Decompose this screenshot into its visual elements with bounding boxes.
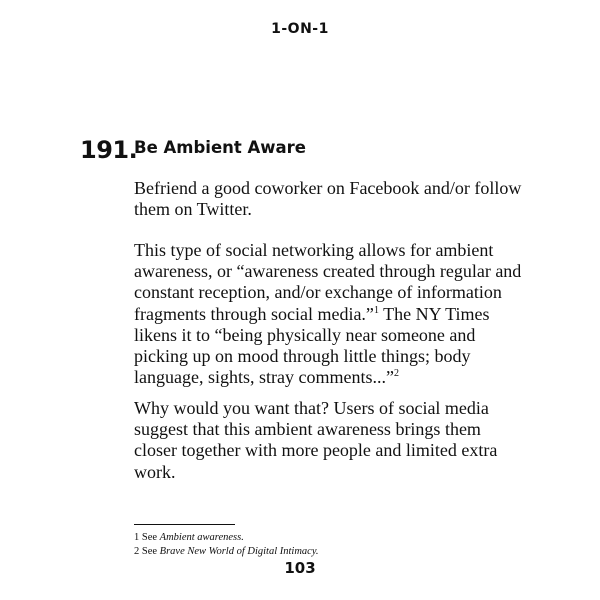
paragraph-3: Why would you want that? Users of social media suggest that this ambient awareness brings them closer together with more people and limited extra work.: [134, 398, 498, 482]
entry-number: 191.: [80, 136, 138, 164]
running-head: 1-ON-1: [271, 21, 329, 37]
footnote-divider: [134, 524, 235, 525]
entry-title: Be Ambient Aware: [134, 138, 306, 157]
paragraph-1: Befriend a good coworker on Facebook and/or follow them on Twitter.: [134, 178, 522, 220]
footnote-1-title: Ambient awareness.: [159, 532, 244, 543]
paragraph-2-text-b: The NY Times likens it to “being physically near someone and picking up on mood through little things; body language, sights, stray comments...”: [134, 303, 490, 388]
page-number: 103: [284, 559, 316, 577]
footnote-1: [134, 531, 244, 544]
footnote-2-title: Brave New World of Digital Intimacy.: [159, 546, 319, 557]
footnote-1-prefix: 1 See: [134, 532, 160, 543]
footnote-2-prefix: 2 See: [134, 546, 160, 557]
paragraph-2: [134, 240, 524, 388]
footnote-2: [134, 545, 319, 558]
paragraph-2-text-a: This type of social networking allows for ambient awareness, or “awareness created through regular and constant reception, and/or exchange of information fragments through social media.”: [134, 240, 522, 324]
footnote-ref-1: 1: [373, 304, 379, 316]
footnote-ref-2: 2: [393, 368, 399, 380]
